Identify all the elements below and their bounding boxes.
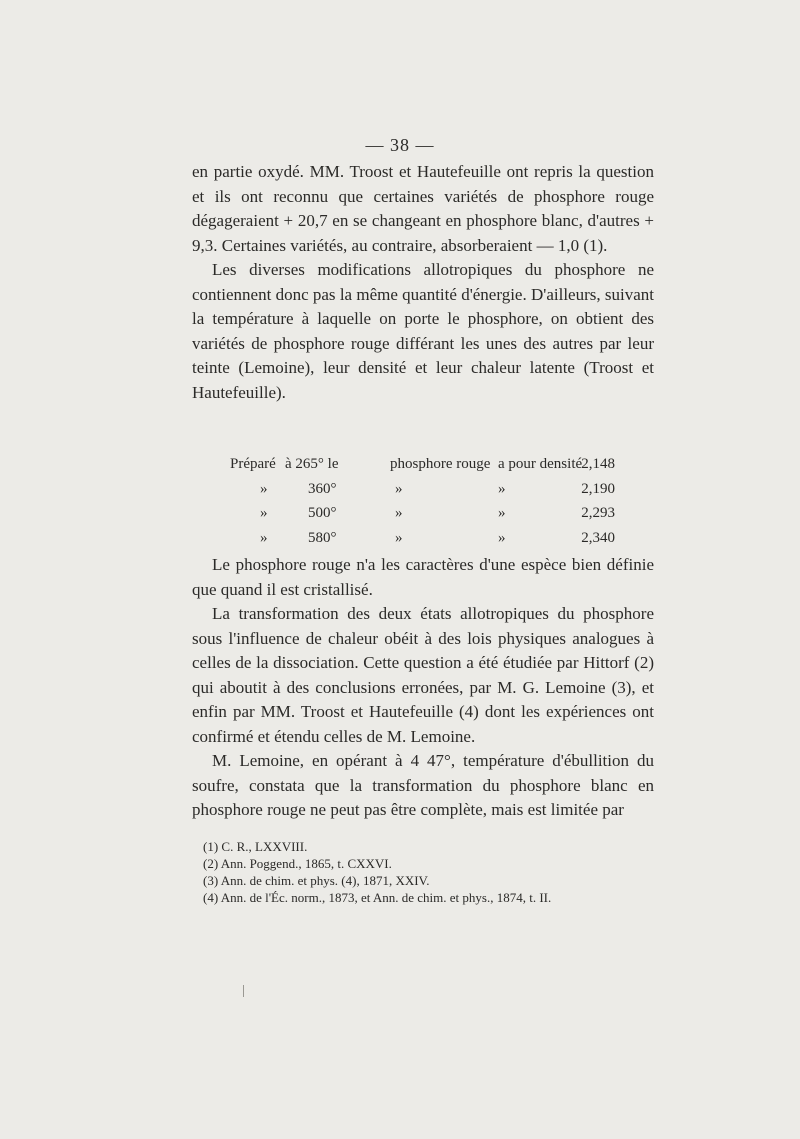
- footnote: (2) Ann. Poggend., 1865, t. CXXVI.: [203, 856, 392, 871]
- table-cell: phosphore rouge: [390, 456, 491, 472]
- table-cell: »: [498, 505, 506, 521]
- table-row: [230, 477, 615, 502]
- paragraph: Les diverses modifications allotropiques du phosphore ne contiennent donc pas la même quantité d'énergie. D'ailleurs, suivant la température à laquelle on porte le phosphore, on obtient des variétés de phosphore rouge différant les unes des autres par leur teinte (Lemoine), leur densité et leur chaleur latente (Troost et Hautefeuille).: [192, 260, 654, 402]
- table-cell: 360°: [308, 480, 337, 497]
- table-cell: »: [395, 480, 403, 497]
- page-number: — 38 —: [365, 135, 435, 155]
- table-cell: 2,293: [581, 505, 615, 521]
- table-cell: 500°: [308, 505, 337, 521]
- table-cell: »: [260, 480, 268, 497]
- footnote: (3) Ann. de chim. et phys. (4), 1871, XXIV.: [203, 873, 430, 888]
- table-cell: »: [260, 529, 268, 546]
- table-cell: 2,340: [581, 529, 615, 546]
- table-cell: 2,190: [581, 480, 615, 497]
- footnote: (4) Ann. de l'Éc. norm., 1873, et Ann. de chim. et phys., 1874, t. II.: [203, 890, 552, 905]
- paragraph: Le phosphore rouge n'a les caractères d'une espèce bien définie que quand il est cristallisé.: [192, 555, 654, 599]
- table-cell: »: [498, 529, 506, 546]
- table-cell: 580°: [308, 529, 337, 546]
- table-row: [230, 501, 615, 526]
- table-cell: 2,148: [581, 456, 615, 472]
- body-text-top: [192, 160, 654, 405]
- table-cell: »: [498, 480, 506, 497]
- paragraph: en partie oxydé. MM. Troost et Hautefeuille ont repris la question et ils ont reconnu que certaines variétés de phosphore rouge dégageraient + 20,7 en se changeant en phosphore blanc, d'autres + 9,3. Certaines variétés, au contraire, absorberaient — 1,0 (1).: [192, 162, 654, 255]
- table-cell: »: [260, 505, 268, 521]
- table-cell: à 265° le: [285, 456, 339, 472]
- table-cell: a pour densité: [498, 456, 583, 472]
- table-row: [230, 452, 615, 477]
- table-cell: »: [395, 505, 403, 521]
- table-cell: »: [395, 529, 403, 546]
- footnote: (1) C. R., LXXVIII.: [203, 839, 308, 854]
- paragraph: M. Lemoine, en opérant à 4 47°, température d'ébullition du soufre, constata que la transformation du phosphore blanc en phosphore rouge ne peut pas être complète, mais est limitée par: [192, 751, 654, 819]
- paragraph: La transformation des deux états allotropiques du phosphore sous l'influence de chaleur obéit à des lois physiques analogues à celles de la dissociation. Cette question a été étudiée par Hittorf (2) qui aboutit à des conclusions erronées, par M. G. Lemoine (3), et enfin par MM. Troost et Hautefeuille (4) dont les expériences ont confirmé et étendu celles de M. Lemoine.: [192, 604, 654, 746]
- table-row: [230, 526, 615, 551]
- body-text-bottom: [192, 553, 654, 823]
- scan-mark: [243, 985, 244, 997]
- density-table: [230, 452, 615, 550]
- footnotes: [203, 838, 653, 906]
- table-cell: Préparé: [230, 456, 276, 472]
